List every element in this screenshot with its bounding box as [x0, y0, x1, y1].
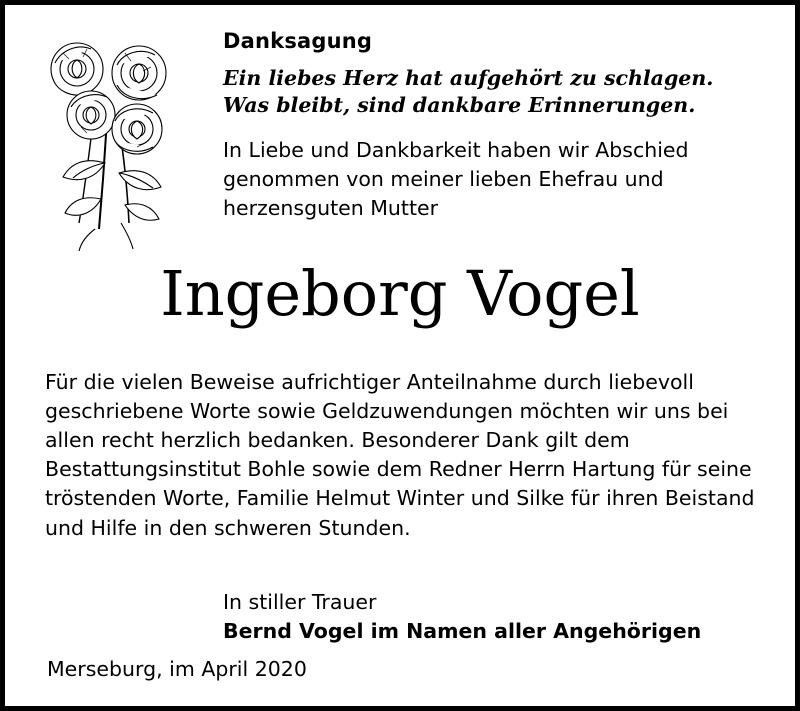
- page-title: Danksagung: [223, 29, 373, 53]
- deceased-name: Ingeborg Vogel: [160, 257, 640, 330]
- mourning-label: In stiller Trauer: [223, 590, 377, 614]
- thanks-text: Für die vielen Beweise aufrichtiger Anteilnahme durch liebevoll geschriebene Worte sowie Geldzuwendungen möchten wir uns bei allen recht herzlich bedanken. Besonderer Dank gilt dem Bestattungsinstitut Bohle sowie dem Redner Herrn Hartung für seine tröstenden Worte, Familie Helmut Winter und Silke für ihren Beistand und Hilfe in den schweren Stunden.: [45, 370, 755, 540]
- mourning-signature: Bernd Vogel im Namen aller Angehörigen: [223, 619, 702, 644]
- mourning-block: [223, 588, 783, 646]
- verse: [223, 65, 771, 120]
- rose-bouquet-icon: [33, 23, 183, 253]
- intro-text: In Liebe und Dankbarkeit haben wir Abschied genommen von meiner lieben Ehefrau und herzensguten Mutter: [223, 137, 689, 220]
- place-and-date: Merseburg, im April 2020: [47, 657, 307, 681]
- verse-line-1: Ein liebes Herz hat aufgehört zu schlagen.: [223, 66, 714, 90]
- verse-line-2: Was bleibt, sind dankbare Erinnerungen.: [223, 93, 696, 118]
- header-block: [223, 29, 771, 223]
